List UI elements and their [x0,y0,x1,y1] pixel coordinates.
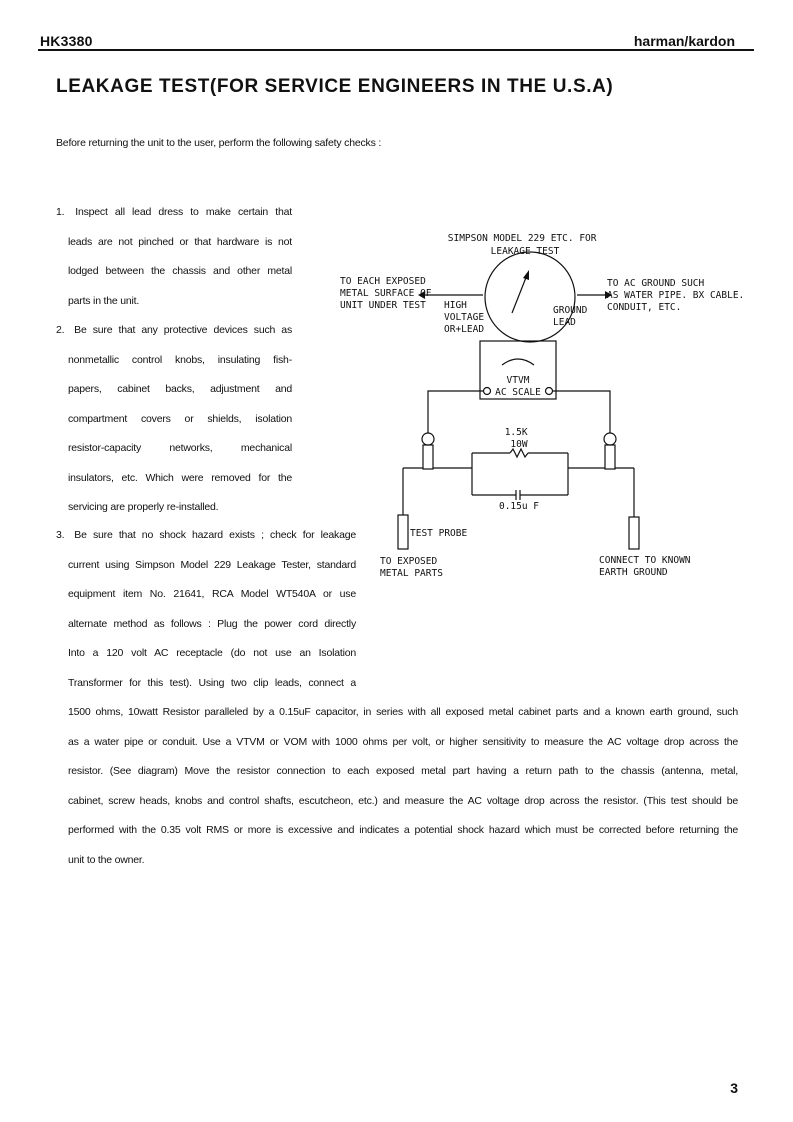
item-line: performed with the 0.35 volt RMS or more is excessive and indicates a potential shock hazard which must be corrected before returning the [68,824,738,836]
item-line: compartment covers or shields, isolation [68,412,292,425]
high-voltage-label: HIGH VOLTAGE OR+LEAD [444,300,485,335]
right-target-label: TO AC GROUND SUCH AS WATER PIPE. BX CABLE. CONDUIT, ETC. [607,278,745,313]
item-line: equipment item No. 21641, RCA Model WT540A or use [68,588,356,600]
wire-left-vtvm [428,391,483,433]
item-line: unit to the owner. [68,853,145,866]
item-line: alternate method as follows : Plug the power cord directly [68,617,356,630]
item-line: resistor. (See diagram) Move the resistor connection to each exposed metal part having a return path to the chassis (antenna, metal, [68,765,738,777]
left-clip-body [423,445,433,469]
page-number: 3 [730,1080,738,1096]
capacitor-label: 0.15u F [498,501,540,512]
item-line: nonmetallic control knobs, insulating fish- [68,353,292,366]
ground-lead-label: GROUND LEAD [553,305,588,328]
item-line: papers, cabinet backs, adjustment and [68,383,292,395]
item-line: cabinet, screw heads, knobs and control shafts, escutcheon, etc.) and measure the AC voltage drop across the resistor. (This test should be [68,794,738,807]
brand-name: harman/kardon [633,33,735,49]
test-probe [398,515,408,549]
item-line: leads are not pinched or that hardware is not [68,235,292,248]
item-line: Inspect all lead dress to make certain that [75,206,292,218]
item-number: 3. [56,529,65,541]
right-clip [604,433,616,445]
earth-ground-label: CONNECT TO KNOWN EARTH GROUND [599,555,691,578]
page-title: LEAKAGE TEST(FOR SERVICE ENGINEERS IN THE U.S.A) [56,76,614,97]
checklist-item-3 [56,521,356,698]
wire-right-vtvm [553,391,610,433]
item-line: resistor-capacity networks, mechanical [68,442,292,454]
tester-label: SIMPSON MODEL 229 ETC. FOR LEAKAGE TEST [447,233,597,257]
left-target-label: TO EACH EXPOSED METAL SURFACE OF UNIT UNDER TEST [340,276,432,311]
tester-needle [512,275,527,313]
checklist-item-1 [56,198,292,316]
item-number: 2. [56,324,65,336]
item-line: Be sure that any protective devices such as [74,324,292,336]
needle-head [523,270,529,280]
vtvm-label: VTVM [506,375,530,386]
leakage-test-diagram [330,225,760,585]
ground-probe [629,517,639,549]
right-clip-body [605,445,615,469]
intro-text: Before returning the unit to the user, perform the following safety checks : [56,137,382,149]
item-line: current using Simpson Model 229 Leakage Tester, standard [68,558,356,571]
item-line: Be sure that no shock hazard exists ; check for leakage [74,529,357,541]
left-clip [422,433,434,445]
item-line: parts in the unit. [68,294,140,307]
model-number: HK3380 [40,33,93,49]
vtvm-right-terminal [546,388,553,395]
checklist-item-2 [56,316,292,523]
vtvm-scale-arc [502,359,534,365]
resistor-zigzag [510,449,528,457]
item-line: as a water pipe or conduit. Use a VTVM or VOM with 1000 ohms per volt, or higher sensitivity to measure the AC voltage drop across the [68,735,738,748]
exposed-parts-label: TO EXPOSED METAL PARTS [380,556,443,579]
item-line: servicing are properly re-installed. [68,501,219,513]
header-rule [38,49,754,51]
item-line: lodged between the chassis and other metal [68,265,292,277]
item-line: Into a 120 volt AC receptacle (do not use an Isolation [68,647,356,659]
test-probe-label: TEST PROBE [410,528,468,539]
tester-dial [485,252,575,342]
item-line: Transformer for this test). Using two clip leads, connect a [68,676,356,689]
checklist-item-3-continuation [68,698,738,875]
item-line: insulators, etc. Which were removed for the [68,471,292,484]
item-line: 1500 ohms, 10watt Resistor paralleled by a 0.15uF capacitor, in series with all exposed metal cabinet parts and a known earth ground, such [68,706,738,718]
item-number: 1. [56,206,65,218]
ac-scale-label: AC SCALE [495,387,541,398]
resistor-label: 1.5K 10W [504,427,528,450]
vtvm-left-terminal [484,388,491,395]
